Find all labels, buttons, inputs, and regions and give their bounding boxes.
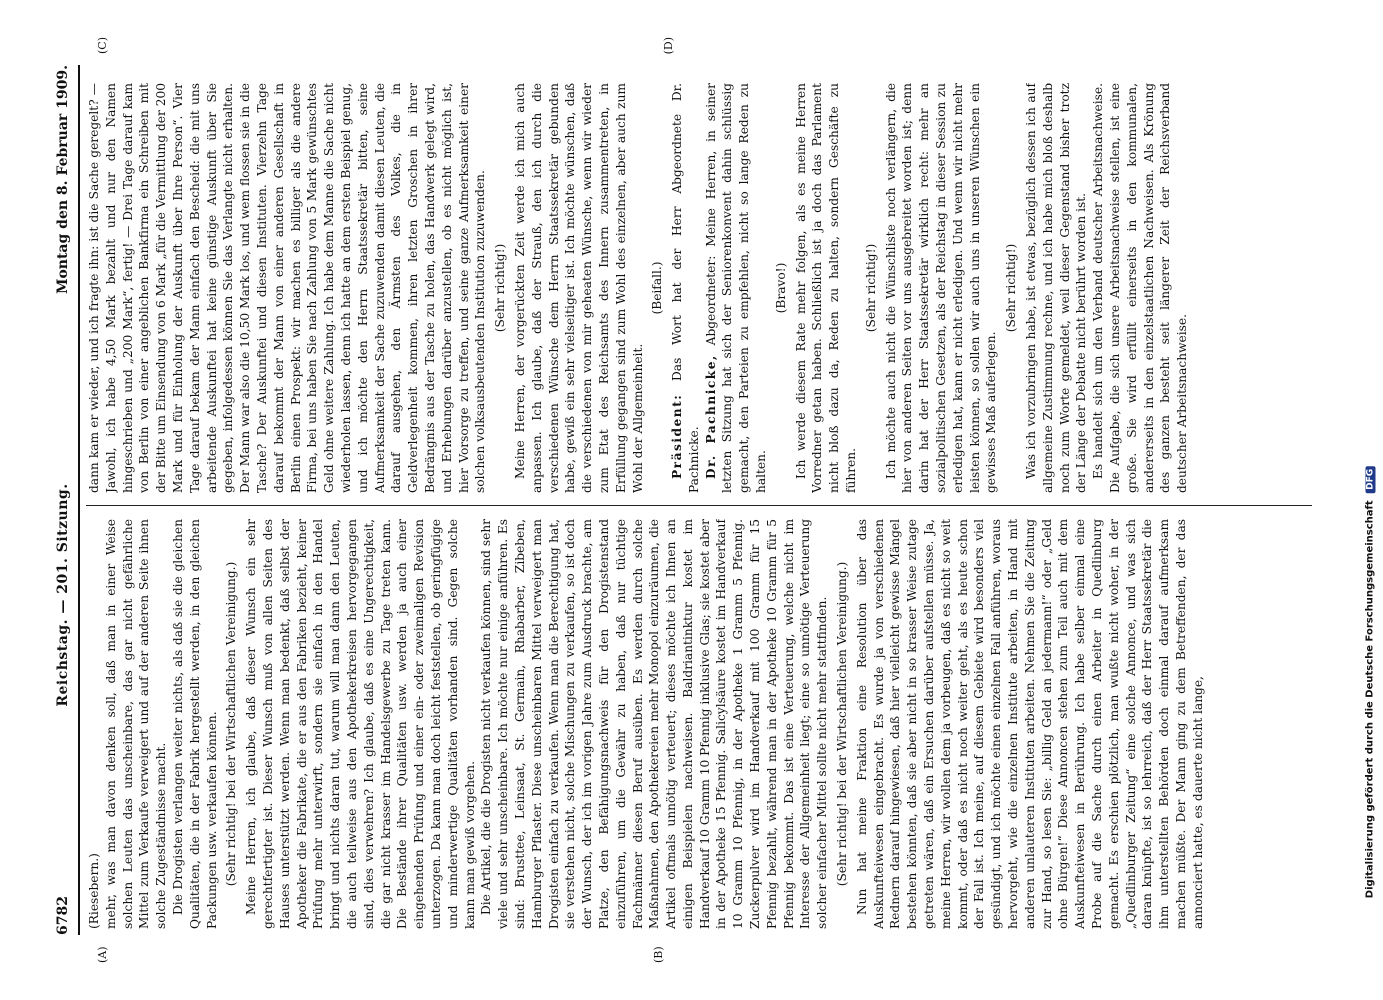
rotated-page [42, 35, 1342, 965]
column-divider [86, 505, 1312, 506]
page-header [52, 65, 74, 935]
speaker-text: Das Wort hat der Herr Abgeordnete Dr. Pachnicke. [669, 83, 701, 493]
speaker-name: Dr. Pachnicke, [703, 354, 718, 479]
paragraph: Was ich vorzubringen habe, ist etwas, bezüglich dessen ich auf allgemeine Zustimmung rechne, und ich habe mich bloß deshalb noch zum Worte gemeldet, weil dieser Gegenstand bisher trotz der Länge der Debatte nicht berührt worden ist. [1023, 83, 1088, 493]
interjection: (Sehr richtig!) [492, 243, 507, 333]
interjection: (Sehr richtig!) [1003, 243, 1018, 333]
interjection: (Sehr richtig!) [863, 243, 878, 333]
session-date: Montag den 8. Februar 1909. [54, 65, 71, 295]
margin-letter-d: (D) [661, 37, 675, 55]
paragraph: Die Drogisten verlangen weiter nichts, als daß sie die gleichen Qualitäten, die in der Fabrik hergestellt werden, in den gleichen Packungen usw. verkaufen können. [170, 519, 219, 929]
interjection: (Beifall.) [649, 261, 664, 315]
paragraph: dann kam er wieder, und ich fragte ihn: ist die Sache geregelt? — Jawohl, ich habe 4,50 Mark bezahlt und nur den Namen hingeschrieben und „200 Mark“, fertig! — Drei Tage darauf kam von Berlin von einer angeblichen Bankfirma ein Schreiben mit der Bitte um Einsendung von 6 Mark „für die Vermittlung der 200 Mark und für Einholung der Auskunft über Ihre Person“. Vier Tage darauf bekam der Mann einfach den Bescheid: die mit uns arbeitende Auskunftei hat keine günstige Auskunft über Sie gegeben, infolgedessen können Sie das Verlangte nicht erhalten. Der Mann war also die 10,50 Mark los, und wem flossen sie in die Tasche? Der Auskunftei und diesen Instituten. Vierzehn Tage darauf bekommt der Mann von einer anderen Gesellschaft in Berlin einen Prospekt: wir machen es billiger als die andere Firma, bei uns haben Sie nach Zahlung von 5 Mark gewünschtes Geld ohne weitere Zahlung. Ich habe dem Manne die Sache nicht wiederholen lassen, denn ich hatte an dem ersten Beispiel genug, und ich möchte den Herrn Staatssekretär bitten, seine Aufmerksamkeit der Sache zuzuwenden damit diesen Leuten, die darauf ausgehen, den Ärmsten des Volkes, die in Geldverlegenheit kommen, ihren letzten Groschen in ihrer Bedrängnis aus der Tasche zu holen, das Handwerk gelegt wird, und Erhebungen darüber anzustellen, ob es nicht möglich ist, hier Vorsorge zu treffen, und seine ganze Aufmerksamkeit einer solchen volksausbeutenden Institution zuzuwenden. [86, 83, 487, 493]
margin-letter-c: (C) [95, 37, 109, 54]
paragraph: (Riesebern.) [86, 853, 101, 929]
page-number: 6782 [54, 896, 71, 935]
paragraph: Nun hat meine Fraktion eine Resolution über das Auskunfteiwesen eingebracht. Es wurde ja von verschiedenen Rednern darauf hingewiesen, daß hier vielleicht gewisse Mängel bestehen könnten, daß sie aber nicht in so krasser Weise zutage getreten wären, daß ein Ersuchen darüber aufstellen müsse. Ja, meine Herren, wir wollen dem ja vorbeugen, daß es nicht so weit kommt, oder daß es nicht noch weiter geht, als es heute schon der Fall ist. Ich meine, auf diesem Gebiete wird besonders viel gesündigt, und ich möchte einen einzelnen Fall anführen, woraus hervorgeht, wie die einzelnen Institute arbeiten, in Hand mit anderen unlauteren Instituten arbeiten. Nehmen Sie die Zeitung zur Hand, so lesen Sie: „billig Geld an jedermann!“ oder „Geld ohne Bürgen!“ Diese Annoncen stehen zum Teil auch mit dem Auskunfteiwesen in Berührung. Ich habe selber einmal eine Probe auf die Sache durch einen Arbeiter in Quedlinburg gemacht. Es erschien plötzlich, man wußte nicht woher, in der „Quedlinburger Zeitung“ eine solche Annonce, und was sich daran knüpfte, ist so lehrreich, daß der Herr Staatssekretär die ihm unterstellten Behörden doch einmal darauf aufmerksam machen müßte. Der Mann ging zu dem Betreffenden, der das annonciert hatte, es dauerte nicht lange, [854, 519, 1205, 929]
interjection: (Bravo!) [773, 262, 788, 314]
paragraph: Ich möchte auch nicht die Wünschliste noch verlängern, die hier von anderen Seiten vor uns ausgebreitet worden ist; denn darin hat der Herr Staatssekretär wirklich recht: mehr an sozialpolitischen Gesetzen, als der Reichstag in dieser Session zu erledigen hat, kann er nicht erledigen. Und wenn wir nicht mehr leisten können, so sollen wir auch uns in unseren Wünschen ein gewisses Maß auferlegen. [883, 83, 998, 493]
paragraph: mehr, was man davon denken soll, daß man in einer Weise solchen Leuten das unscheinbare, das gar nicht gefährliche Mittel zum Verkaufe verweigert und auf der anderen Seite ihnen solche Zugeständnisse macht. [103, 519, 168, 929]
margin-letter-b: (B) [651, 946, 665, 963]
paragraph: Die Artikel, die die Drogisten nicht verkaufen können, sind sehr viele und sehr unscheinbare. Ich möchte nur einige anführen. Es sind: Brusttee, Leinsaat, St. Germain, Rhabarber, Zibeben, Hamburger Pflaster. Diese unscheinbaren Mittel verweigert man Drogisten einfach zu verkaufen. Wenn man die Berechtigung hat, sie verstehen nicht, solche Mischungen zu verkaufen, so ist doch der Wunsch, der ich im vorigen Jahre zum Ausdruck brachte, am Platze, den Befähigungsnachweis für den Drogistenstand einzuführen, um die Gewähr zu haben, daß nur tüchtige Fachmänner diesen Beruf ausüben. Es werden durch solche Maßnahmen, den Apothekereien mehr Monopol einzuräumen, die Artikel oftmals unnötig verteuert; dieses möchte ich Ihnen an einigen Beispielen nachweisen. Baldriantinktur kostet im Handverkauf 10 Gramm 10 Pfennig inklusive Glas; sie kostet aber in der Apotheke 15 Pfennig. Salicylsäure kostet im Handverkauf 10 Gramm 10 Pfennig, in der Apotheke 1 Gramm 5 Pfennig. Zuckerpulver wird im Handverkauf mit 100 Gramm für 15 Pfennig bezahlt, während man in der Apotheke 10 Gramm für 5 Pfennig bekommt. Das ist eine Verteuerung, welche nicht im Interesse der Allgemeinheit liegt; eine so unnötige Verteuerung solcher einfacher Mittel sollte nicht mehr stattfinden. [478, 519, 829, 929]
speaker-paragraph [669, 83, 703, 493]
speaker-paragraph [702, 83, 769, 493]
paragraph: Meine Herren, ich glaube, daß dieser Wunsch ein sehr gerechtfertigter ist. Dieser Wunsch muß von allen Seiten des Hauses unterstützt werden. Wenn man bedenkt, daß selbst der Apotheker die Fabrikate, die er aus den Fabriken bezieht, keiner Prüfung mehr unterwirft, sondern sie einfach in den Handel bringt und nichts daran tut, warum will man dann den Leuten, die auch teilweise aus den Apothekerkreisen hervorgegangen sind, dies verwehren? Ich glaube, daß es eine Ungerechtigkeit, die gar nicht krasser im Handelsgewerbe zu Tage treten kann. Die Bestände ihrer Qualitäten usw. werden ja auch einer eingehenden Prüfung und einer ein- oder zweimaligen Revision unterzogen. Da kann man doch leicht feststellen, ob geringfügige und minderwertige Qualitäten vorhanden sind. Gegen solche kann man gewiß vorgehen. [243, 519, 477, 929]
footer-credit-text: Digitalisierung gefördert durch die Deutsche Forschungsgemeinschaft [1364, 500, 1376, 899]
paragraph: Es handelt sich um den Verband deutscher Arbeitsnachweise. Die Aufgabe, die sich unsere Arbeitsnachweise stellen, ist eine große. Sie wird erfüllt einerseits in den kommunalen, andererseits in den einzelstaatlichen Nachweisen. Als Krönung des ganzen besteht seit längerer Zeit der Reichsverband deutscher Arbeitsnachweise. [1090, 83, 1189, 493]
paragraph: Meine Herren, der vorgerückten Zeit werde ich mich auch anpassen. Ich glaube, daß der Strauß, den ich durch die verschiedenen Wünsche dem Herrn Staatssekretär gebunden habe, gewiß ein sehr vielseitiger ist. Ich möchte wünschen, daß die verschiedenen von mir geheaten Wünsche, wenn wir wieder zum Etat des Reichsamts des Innern zusammentreten, in Erfüllung gegangen sind zum Wohl des einzelnen, aber auch zum Wohl der Allgemeinheit. [512, 83, 644, 493]
margin-letter-a: (A) [95, 946, 109, 963]
dfg-logo: DFG [1366, 466, 1376, 493]
left-column [86, 519, 1322, 929]
paragraph: Ich werde diesem Rate mehr folgen, als es meine Herren Vorredner getan haben. Schließlich ist ja doch das Parlament nicht bloß dazu da, Reden zu halten, sondern Geschäfte zu führen. [793, 83, 858, 493]
session-title: Reichstag. — 201. Sitzung. [54, 483, 71, 707]
footer-credit [1363, 372, 1377, 992]
interjection: (Sehr richtig! bei der Wirtschaftlichen Vereinigung.) [223, 561, 238, 887]
right-column [86, 83, 1322, 493]
header-rule [78, 65, 80, 935]
speaker-name: Präsident: [669, 393, 684, 479]
interjection: (Sehr richtig! bei der Wirtschaftlichen Vereinigung.) [834, 561, 849, 887]
speaker-text: Abgeordneter: Meine Herren, in seiner letzten Sitzung hat sich der Seniorenkonvent dahin schlüssig gemacht, den Parteien zu empfehlen, nicht so lange Reden zu halten. [703, 83, 768, 493]
